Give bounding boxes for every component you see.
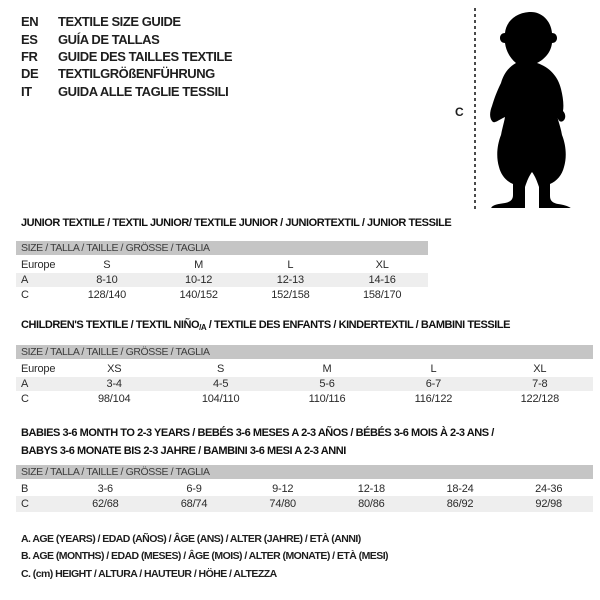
size-header-bar: SIZE / TALLA / TAILLE / GRÖSSE / TAGLIA — [16, 345, 593, 359]
height-cell: 140/152 — [179, 288, 218, 301]
language-label: TEXTILGRÖßENFÜHRUNG — [58, 66, 215, 82]
language-code: FR — [21, 48, 38, 64]
height-cell: 92/98 — [535, 498, 562, 510]
height-cell: 68/74 — [180, 498, 208, 510]
children-table-title — [21, 319, 510, 332]
size-cell: XL — [533, 363, 547, 375]
size-cell: XL — [375, 259, 389, 271]
language-label: GUIDA ALLE TAGLIE TESSILI — [58, 83, 229, 99]
size-cell: M — [194, 259, 204, 271]
babies-title-line2: BABYS 3-6 MONATE BIS 2-3 JAHRE / BAMBINI 3-6 MESI A 2-3 ANNI — [21, 445, 346, 457]
language-list — [21, 13, 232, 100]
height-cell: 152/158 — [271, 288, 310, 301]
table-row-months — [16, 481, 593, 496]
measure-legend — [21, 533, 388, 585]
age-cell: 6-7 — [425, 378, 442, 390]
row-label: C — [21, 392, 29, 405]
table-row-europe — [16, 361, 593, 377]
height-cell: 128/140 — [87, 288, 127, 301]
size-cell: XS — [107, 363, 122, 375]
language-code: IT — [21, 83, 32, 99]
legend-line-b: B. AGE (MONTHS) / EDAD (MESES) / ÂGE (MOIS) / ALTER (MONATE) / ETÀ (MESI) — [21, 550, 389, 563]
months-cell: 9-12 — [272, 482, 294, 495]
row-label: C — [21, 498, 29, 510]
height-measure-label: C — [455, 105, 464, 119]
size-cell: S — [217, 363, 225, 375]
language-row-es — [21, 30, 232, 47]
months-cell: 3-6 — [97, 482, 113, 495]
table-row-age — [16, 377, 593, 391]
language-row-de — [21, 65, 232, 82]
babies-size-table — [16, 465, 593, 512]
table-row-height — [16, 287, 428, 302]
size-cell: L — [430, 363, 437, 375]
age-cell: 8-10 — [96, 274, 118, 286]
months-cell: 6-9 — [186, 482, 202, 495]
children-size-table — [16, 345, 593, 406]
height-cell: 122/128 — [520, 392, 560, 405]
age-cell: 12-13 — [276, 274, 304, 286]
height-cell: 110/116 — [308, 392, 346, 405]
age-cell: 10-12 — [185, 274, 213, 286]
row-label: Europe — [21, 363, 56, 375]
size-cell: S — [103, 259, 111, 271]
junior-size-table — [16, 241, 428, 302]
height-cell: 80/86 — [358, 498, 385, 510]
age-cell: 14-16 — [368, 274, 396, 286]
language-label: TEXTILE SIZE GUIDE — [58, 14, 181, 30]
row-label: A — [21, 274, 29, 286]
size-cell: L — [287, 259, 294, 271]
legend-line-a: A. AGE (YEARS) / EDAD (AÑOS) / ÂGE (ANS) / ALTER (JAHRE) / ETÀ (ANNI) — [21, 533, 361, 545]
language-code: EN — [21, 14, 39, 30]
legend-line-c: C. (cm) HEIGHT / ALTURA / HAUTEUR / HÖHE / ALTEZZA — [21, 567, 277, 580]
height-cell: 116/122 — [414, 392, 453, 405]
children-title-pre: CHILDREN'S TEXTILE / TEXTIL NIÑO — [21, 319, 200, 331]
age-cell: 7-8 — [532, 378, 548, 390]
table-row-height — [16, 496, 593, 512]
row-label: B — [21, 482, 29, 495]
language-row-en — [21, 13, 232, 30]
table-row-height — [16, 391, 593, 406]
height-cell: 104/110 — [201, 392, 240, 405]
height-cell: 62/68 — [92, 498, 119, 510]
months-cell: 24-36 — [535, 482, 563, 495]
table-row-age — [16, 273, 428, 287]
language-row-fr — [21, 48, 232, 65]
language-label: GUIDE DES TAILLES TEXTILE — [58, 48, 233, 64]
row-label: C — [21, 288, 29, 301]
junior-table-title: JUNIOR TEXTILE / TEXTIL JUNIOR/ TEXTILE JUNIOR / JUNIORTEXTIL / JUNIOR TESSILE — [21, 217, 452, 229]
language-code: ES — [21, 31, 38, 47]
age-cell: 4-5 — [212, 378, 229, 390]
height-cell: 74/80 — [269, 498, 296, 510]
age-cell: 5-6 — [319, 378, 335, 390]
size-header-bar: SIZE / TALLA / TAILLE / GRÖSSE / TAGLIA — [16, 241, 428, 255]
toddler-silhouette-icon — [489, 10, 579, 208]
children-title-sub: /A — [199, 323, 207, 332]
table-row-europe — [16, 257, 428, 273]
children-title-post: / TEXTILE DES ENFANTS / KINDERTEXTIL / BAMBINI TESSILE — [206, 319, 511, 331]
language-label: GUÍA DE TALLAS — [58, 31, 160, 47]
size-cell: M — [322, 363, 332, 375]
height-cell: 98/104 — [97, 392, 131, 405]
language-code: DE — [21, 66, 39, 82]
age-cell: 3-4 — [106, 378, 122, 390]
row-label: A — [21, 378, 29, 390]
babies-title-line1: BABIES 3-6 MONTH TO 2-3 YEARS / BEBÉS 3-6 MESES A 2-3 AÑOS / BÉBÉS 3-6 MOIS À 2-3 ANS / — [21, 427, 494, 439]
height-measure-dashed-line — [474, 8, 476, 210]
size-header-bar: SIZE / TALLA / TAILLE / GRÖSSE / TAGLIA — [16, 465, 593, 479]
row-label: Europe — [21, 259, 56, 271]
height-cell: 158/170 — [362, 288, 402, 301]
months-cell: 12-18 — [357, 482, 385, 495]
babies-table-title — [21, 424, 494, 460]
language-row-it — [21, 83, 232, 100]
height-cell: 86/92 — [446, 498, 474, 510]
months-cell: 18-24 — [446, 482, 474, 495]
